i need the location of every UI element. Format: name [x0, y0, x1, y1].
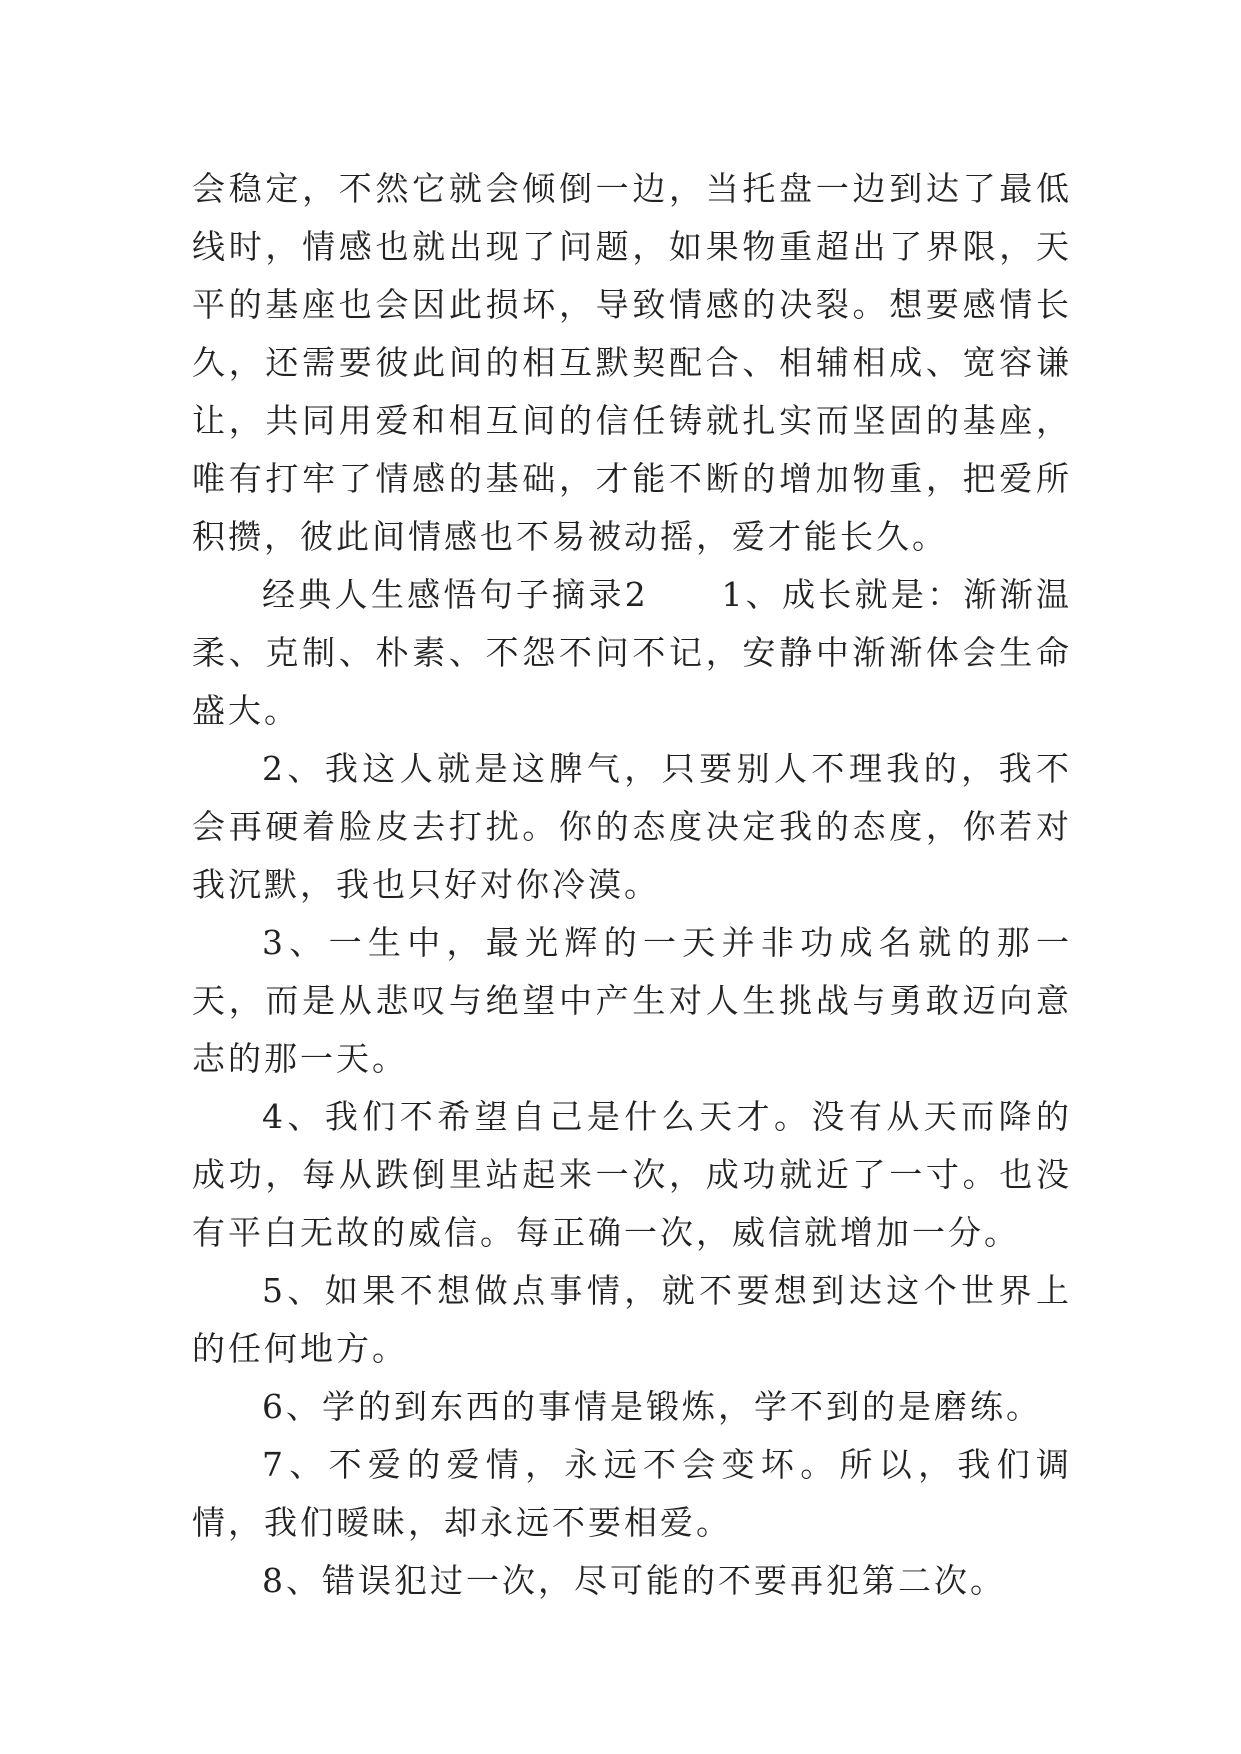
- paragraph: 4、我们不希望自己是什么天才。没有从天而降的成功，每从跌倒里站起来一次，成功就近了一寸。也没有平白无故的威信。每正确一次，威信就增加一分。: [192, 1097, 1072, 1252]
- paragraph: 5、如果不想做点事情，就不要想到达这个世界上的任何地方。: [192, 1271, 1072, 1368]
- paragraph: 7、不爱的爱情，永远不会变坏。所以，我们调情，我们暧昧，却永远不要相爱。: [192, 1445, 1072, 1542]
- paragraph: 会稳定，不然它就会倾倒一边，当托盘一边到达了最低线时，情感也就出现了问题，如果物重超出了界限，天平的基座也会因此损坏，导致情感的决裂。想要感情长久，还需要彼此间的相互默契配合、相辅相成、宽容谦让，共同用爱和相互间的信任铸就扎实而坚固的基座，唯有打牢了情感的基础，才能不断的增加物重，把爱所积攒，彼此间情感也不易被动摇，爱才能长久。: [192, 169, 1072, 556]
- paragraph: 经典人生感悟句子摘录2 1、成长就是：渐渐温柔、克制、朴素、不怨不问不记，安静中渐渐体会生命盛大。: [192, 575, 1072, 730]
- paragraph: 6、学的到东西的事情是锻炼，学不到的是磨练。: [262, 1387, 1042, 1426]
- document-body: [192, 160, 1072, 1610]
- paragraph: 8、错误犯过一次，尽可能的不要再犯第二次。: [262, 1561, 1006, 1600]
- paragraph: 3、一生中，最光辉的一天并非功成名就的那一天，而是从悲叹与绝望中产生对人生挑战与勇敢迈向意志的那一天。: [192, 923, 1072, 1078]
- paragraph: 2、我这人就是这脾气，只要别人不理我的，我不会再硬着脸皮去打扰。你的态度决定我的态度，你若对我沉默，我也只好对你冷漠。: [192, 749, 1072, 904]
